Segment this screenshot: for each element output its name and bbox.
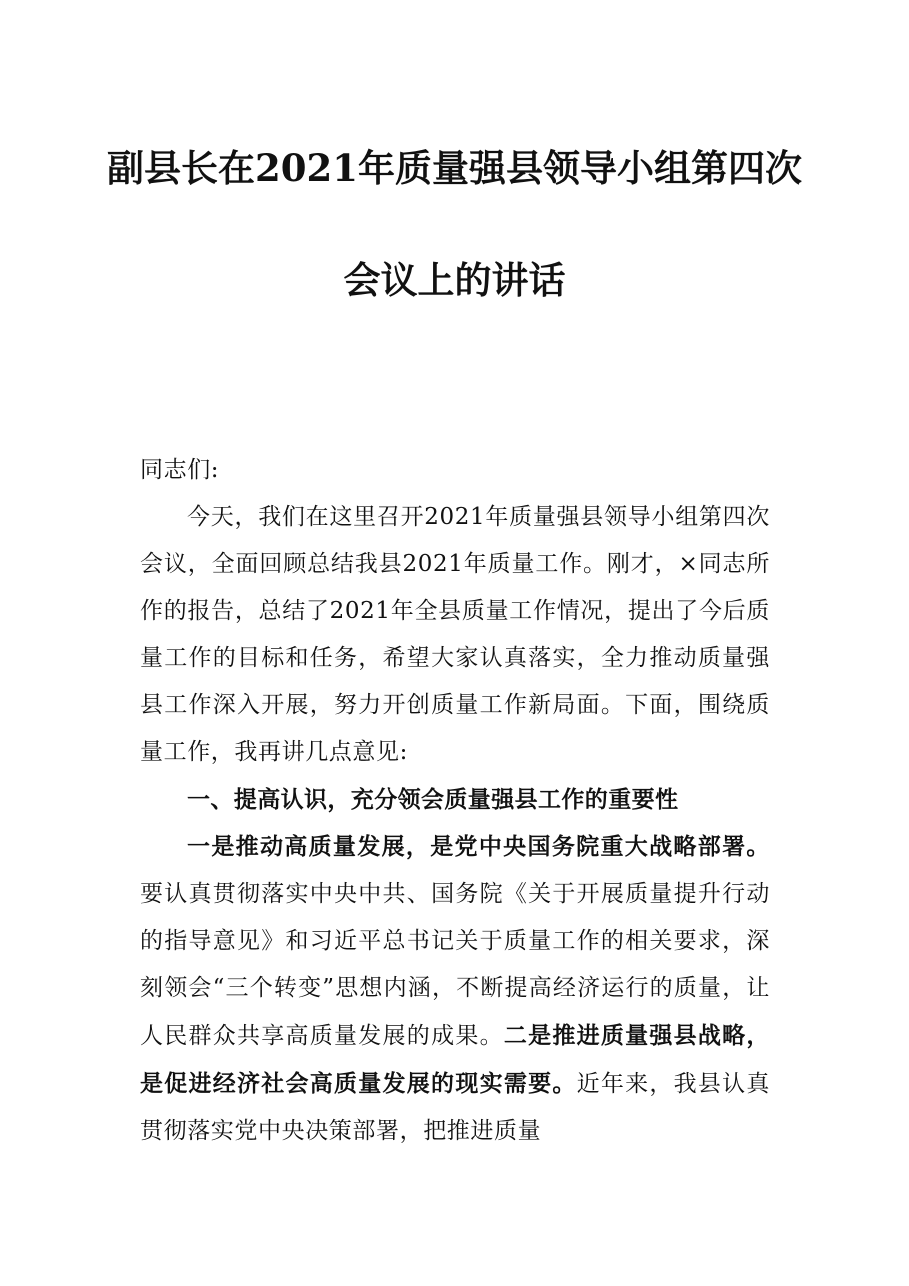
point-two-text: 近年来，我县认真贯彻落实党中央决策部署，把推进质量 [140, 1071, 770, 1144]
point-one-bold: 一是推动高质量发展，是党中央国务院重大战略部署。 [187, 833, 770, 860]
section-heading-1: 一、提高认识，充分领会质量强县工作的重要性 [187, 786, 679, 813]
document-title-line-1: 副县长在2021年质量强县领导小组第四次 [107, 146, 802, 190]
paragraph-intro: 今天，我们在这里召开2021年质量强县领导小组第四次会议，全面回顾总结我县2021年质量工作。刚才，×同志所作的报告，总结了2021年全县质量工作情况，提出了今后质量工作的目标和任务，希望大家认真落实，全力推动质量强县工作深入开展，努力开创质量工作新局面。下面，围绕质量工作，我再讲几点意见: [140, 504, 770, 765]
paragraph-section-1 [140, 823, 770, 1155]
greeting: 同志们: [140, 457, 220, 483]
document-body [140, 447, 770, 1155]
point-one-text: 要认真贯彻落实中央中共、国务院《关于开展质量提升行动的指导意见》和习近平总书记关于质量工作的相关要求，深刻领会“三个转变”思想内涵，不断提高经济运行的质量，让人民群众共享高质量发展的成果。 [140, 881, 770, 1049]
document-title-line-2: 会议上的讲话 [343, 258, 566, 302]
point-two-bold: 二是推进质量强县战略，是促进经济社会高质量发展的现实需要。 [140, 1022, 770, 1097]
